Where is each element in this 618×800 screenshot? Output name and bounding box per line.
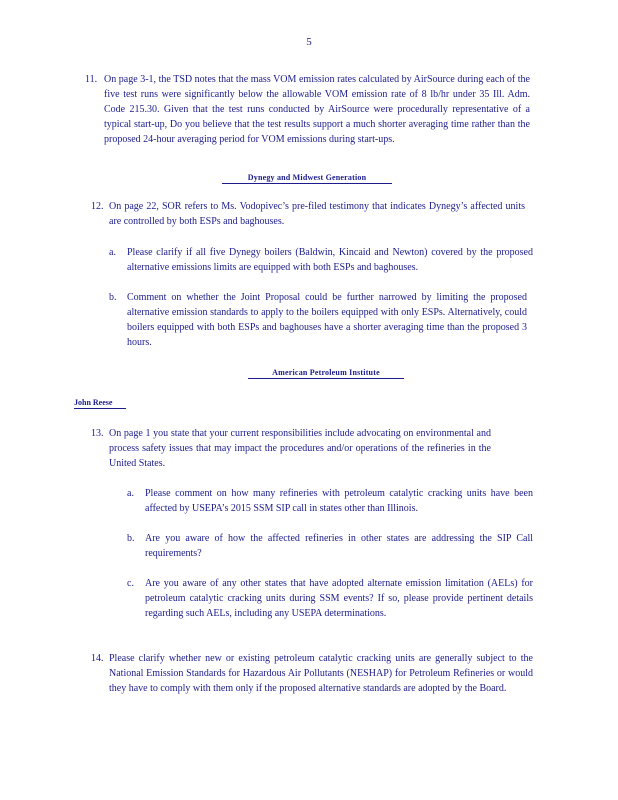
question-text: On page 22, SOR refers to Ms. Vodopivec’s pre-filed testimony that indicates Dynegy’s affected units are controlled by both ESPs and baghouses. <box>109 201 525 227</box>
subquestion-text: Are you aware of how the affected refineries in other states are addressing the SIP Call requirements? <box>145 533 533 559</box>
question-number: 13. <box>91 428 104 439</box>
section-heading-api: American Petroleum Institute <box>248 368 404 379</box>
subquestion-text: Are you aware of any other states that have adopted alternate emission limitation (AELs) for petroleum catalytic cracking units during SSM events? If so, please provide pertinent details regarding such AELs, including any USEPA determinations. <box>145 578 533 619</box>
question-13a <box>127 486 533 516</box>
question-number: 11. <box>85 74 98 85</box>
page-number: 5 <box>306 36 312 48</box>
subquestion-text: Comment on whether the Joint Proposal could be further narrowed by limiting the proposed alternative emission standards to apply to the boilers equipped with only ESPs. Alternatively, could boilers equipped with both ESPs and baghouses have a shorter averaging time than the proposed 3 hours. <box>127 292 527 348</box>
question-13 <box>91 426 491 471</box>
question-11 <box>85 72 530 147</box>
question-text: Please clarify whether new or existing petroleum catalytic cracking units are generally subject to the National Emission Standards for Hazardous Air Pollutants (NESHAP) for Petroleum Refineries or would they have to comply with them only if the proposed alternative standards are adopted by the Board. <box>109 653 533 694</box>
question-12 <box>91 199 525 229</box>
subquestion-label: b. <box>109 292 117 303</box>
question-text: On page 1 you state that your current responsibilities include advocating on environmental and process safety issues that may impact the procedures and/or operations of the refineries in the United States. <box>109 428 491 469</box>
subquestion-label: b. <box>127 533 135 544</box>
subquestion-text: Please clarify if all five Dynegy boilers (Baldwin, Kincaid and Newton) covered by the proposed alternative emissions limits are equipped with both ESPs and baghouses. <box>127 247 533 273</box>
question-13b <box>127 531 533 561</box>
question-number: 12. <box>91 201 104 212</box>
witness-name-heading: John Reese <box>74 398 126 409</box>
subquestion-text: Please comment on how many refineries with petroleum catalytic cracking units have been affected by USEPA’s 2015 SSM SIP call in states other than Illinois. <box>145 488 533 514</box>
question-12a <box>109 245 533 275</box>
section-heading-dynegy: Dynegy and Midwest Generation <box>222 173 392 184</box>
subquestion-label: c. <box>127 578 134 589</box>
question-13c <box>127 576 533 621</box>
subquestion-label: a. <box>109 247 116 258</box>
question-12b <box>109 290 527 350</box>
question-text: On page 3-1, the TSD notes that the mass VOM emission rates calculated by AirSource during each of the five test runs were significantly below the allowable VOM emission rate of 8 lb/hr under 35 Ill. Adm. Code 215.30. Given that the test runs conducted by AirSource were procedurally representative of a typical start-up, Do you believe that the test results support a much shorter averaging time rather than the proposed 24-hour averaging period for VOM emissions during start-ups. <box>104 74 530 145</box>
subquestion-label: a. <box>127 488 134 499</box>
question-14 <box>91 651 533 696</box>
question-number: 14. <box>91 653 104 664</box>
